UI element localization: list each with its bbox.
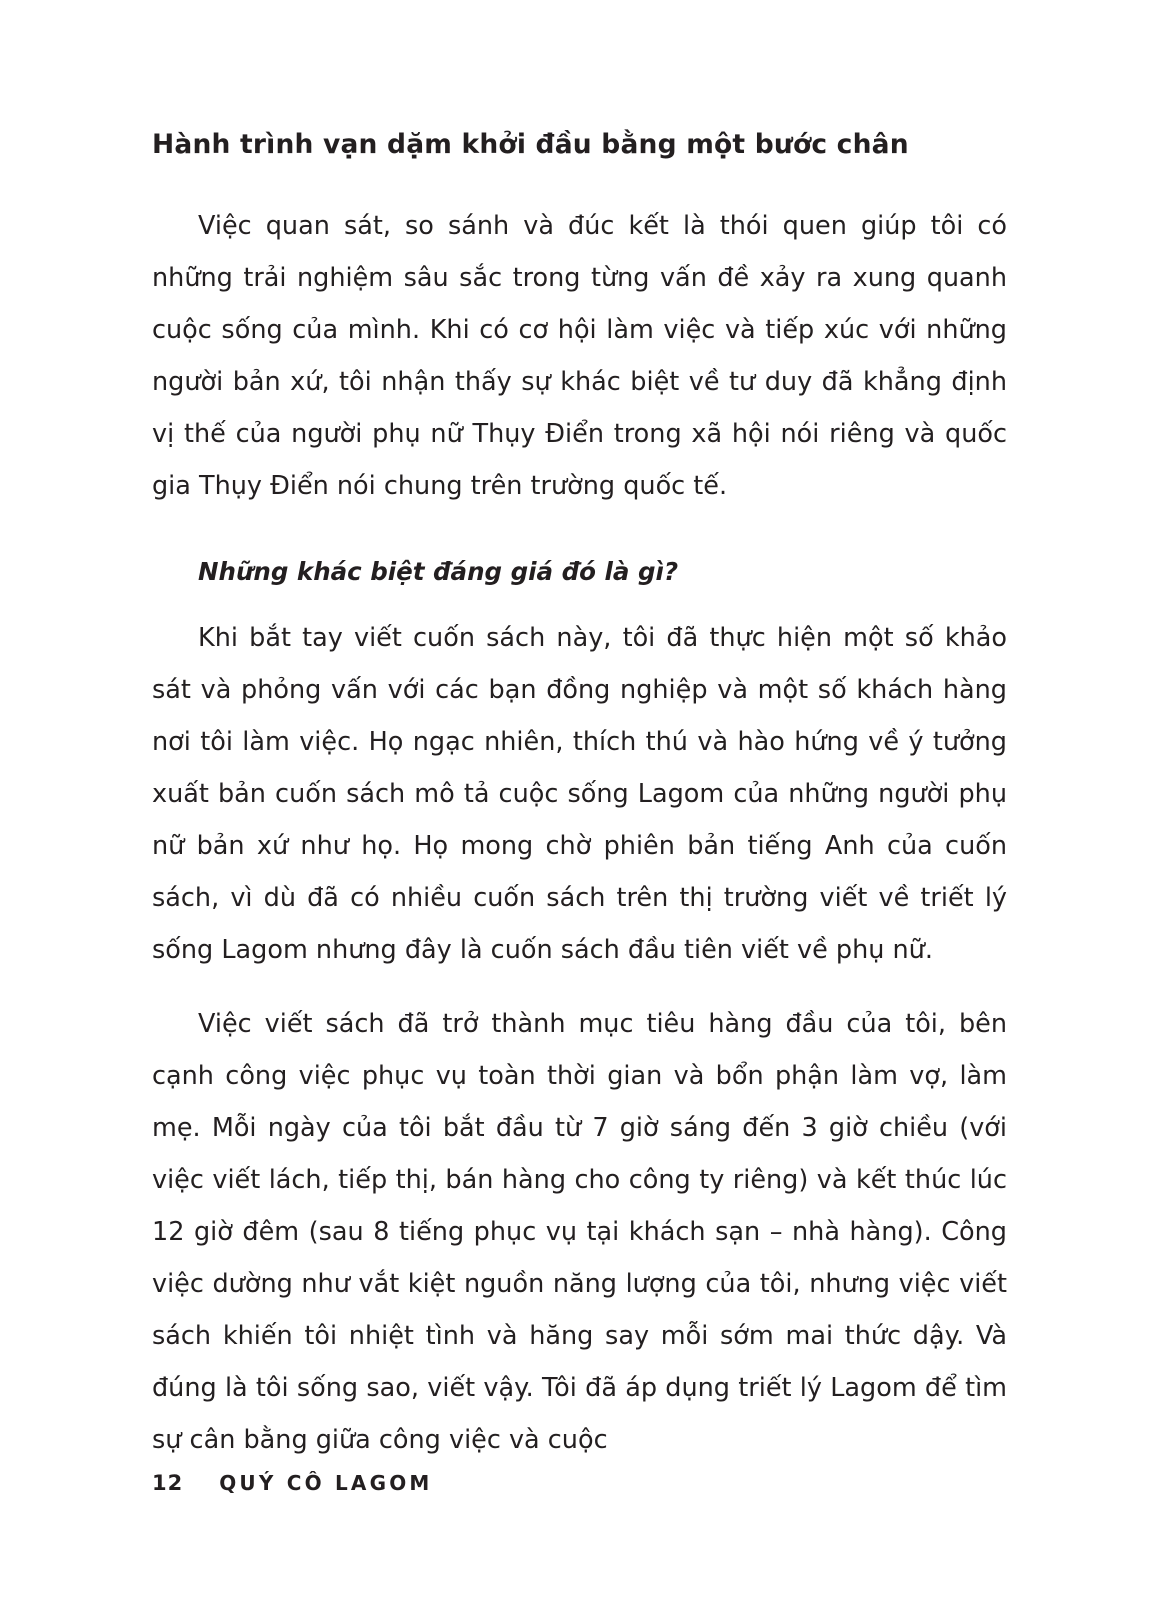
paragraph: Việc viết sách đã trở thành mục tiêu hàng đầu của tôi, bên cạnh công việc phục vụ toàn thời gian và bổn phận làm vợ, làm mẹ. Mỗi ngày của tôi bắt đầu từ 7 giờ sáng đến 3 giờ chiều (với việc viết lách, tiếp thị, bán hàng cho công ty riêng) và kết thúc lúc 12 giờ đêm (sau 8 tiếng phục vụ tại khách sạn – nhà hàng). Công việc dường như vắt kiệt nguồn năng lượng của tôi, nhưng việc viết sách khiến tôi nhiệt tình và hăng say mỗi sớm mai thức dậy. Và đúng là tôi sống sao, viết vậy. Tôi đã áp dụng triết lý Lagom để tìm sự cân bằng giữa công việc và cuộc <box>152 1009 1007 1456</box>
section-subheading: Những khác biệt đáng giá đó là gì? <box>198 557 679 587</box>
page-footer <box>152 1471 433 1495</box>
paragraph: Khi bắt tay viết cuốn sách này, tôi đã thực hiện một số khảo sát và phỏng vấn với các bạn đồng nghiệp và một số khách hàng nơi tôi làm việc. Họ ngạc nhiên, thích thú và hào hứng về ý tưởng xuất bản cuốn sách mô tả cuộc sống Lagom của những người phụ nữ bản xứ như họ. Họ mong chờ phiên bản tiếng Anh của cuốn sách, vì dù đã có nhiều cuốn sách trên thị trường viết về triết lý sống Lagom nhưng đây là cuốn sách đầu tiên viết về phụ nữ. <box>152 623 1007 966</box>
running-title: QUÝ CÔ LAGOM <box>219 1471 433 1495</box>
page-content <box>152 128 1007 1466</box>
paragraph: Việc quan sát, so sánh và đúc kết là thói quen giúp tôi có những trải nghiệm sâu sắc trong từng vấn đề xảy ra xung quanh cuộc sống của mình. Khi có cơ hội làm việc và tiếp xúc với những người bản xứ, tôi nhận thấy sự khác biệt về tư duy đã khẳng định vị thế của người phụ nữ Thụy Điển trong xã hội nói riêng và quốc gia Thụy Điển nói chung trên trường quốc tế. <box>152 211 1007 502</box>
chapter-heading: Hành trình vạn dặm khởi đầu bằng một bước chân <box>152 129 909 160</box>
page-number: 12 <box>152 1471 184 1495</box>
